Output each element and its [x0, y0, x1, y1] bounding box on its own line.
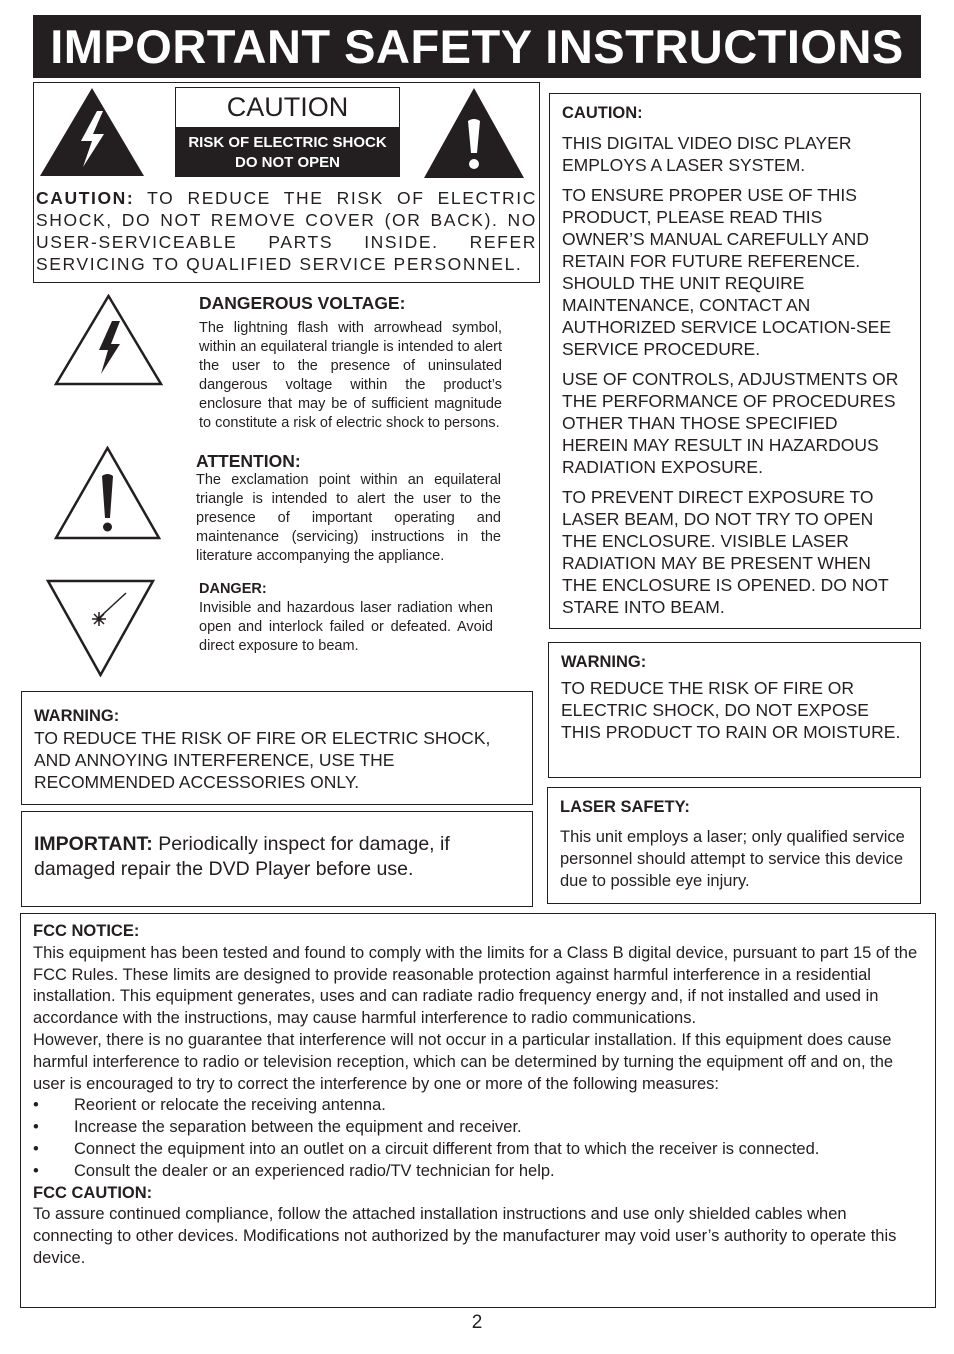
- danger-text: Invisible and hazardous laser radiation when open and interlock failed or defeated. Avoid direct exposure to beam.: [199, 600, 493, 654]
- laser-caution-p2: TO ENSURE PROPER USE OF THIS PRODUCT, PLEASE READ THIS OWNER’S MANUAL CAREFULLY AND RETAIN FOR FUTURE REFERENCE. SHOULD THE UNIT REQUIRE MAINTENANCE, CONTACT AN AUTHORIZED SERVICE LOCATION-SEE SERVICE PROCEDURE.: [562, 185, 891, 359]
- caution-paragraph: [36, 187, 537, 275]
- list-item: [33, 1139, 923, 1161]
- fcc-notice-box: [20, 913, 936, 1308]
- caution-text-last: SERVICING TO QUALIFIED SERVICE PERSONNEL.: [36, 254, 523, 274]
- voltage-title: DANGEROUS VOLTAGE:: [199, 293, 406, 313]
- shock-warning-line2: DO NOT OPEN: [234, 154, 340, 171]
- important-notice-box: [21, 811, 533, 907]
- caution-label: CAUTION: [175, 87, 400, 128]
- moisture-warning-text: TO REDUCE THE RISK OF FIRE OR ELECTRIC SHOCK, DO NOT EXPOSE THIS PRODUCT TO RAIN OR MOISTURE.: [561, 678, 901, 742]
- laser-caution-box: [549, 93, 921, 629]
- important-text: Periodically inspect for damage, if damaged repair the DVD Player before use.: [34, 833, 450, 880]
- exclamation-triangle-outline-icon: [54, 446, 161, 540]
- laser-caution-heading: CAUTION:: [562, 104, 643, 122]
- danger-symbol-info: [199, 580, 493, 656]
- bullet-marker: •: [33, 1118, 39, 1137]
- caution-lead: CAUTION:: [36, 188, 135, 208]
- fcc-paragraph-1: This equipment has been tested and found to comply with the limits for a Class B digital device, pursuant to part 15 of the FCC Rules. These limits are designed to provide reasonable protection against harmful interference in a residential installation. This equipment generates, uses and can radiate radio frequency energy and, if not installed and used in accordance with the instructions, may cause harmful interference to radio communications.: [33, 943, 918, 1028]
- laser-triangle-icon: [46, 579, 155, 677]
- laser-safety-text: This unit employs a laser; only qualified service personnel should attempt to service this device due to possible eye injury.: [560, 828, 905, 890]
- fcc-notice-heading: FCC NOTICE:: [33, 922, 140, 940]
- voltage-symbol-info: [199, 293, 502, 433]
- attention-title: ATTENTION:: [196, 451, 301, 471]
- fcc-measure: Increase the separation between the equipment and receiver.: [74, 1118, 522, 1137]
- bullet-marker: •: [33, 1161, 39, 1180]
- laser-caution-p3: USE OF CONTROLS, ADJUSTMENTS OR THE PERFORMANCE OF PROCEDURES OTHER THAN THOSE SPECIFIED HEREIN MAY RESULT IN HAZARDOUS RADIATION EXPOSURE.: [562, 369, 899, 477]
- attention-text: The exclamation point within an equilateral triangle is intended to alert the user to the presence of important operating and maintenance (servicing) instructions in the literature accompanying the appliance.: [196, 472, 501, 564]
- fcc-measure: Connect the equipment into an outlet on a circuit different from that to which the receiver is connected.: [74, 1139, 820, 1158]
- lightning-triangle-icon: [39, 87, 145, 177]
- moisture-warning-box: [548, 642, 921, 778]
- caution-text: TO REDUCE THE RISK OF ELECTRIC SHOCK, DO NOT REMOVE COVER (OR BACK). NO USER-SERVICEABLE PARTS INSIDE. REFER: [36, 188, 537, 252]
- exclamation-triangle-icon: [423, 87, 525, 179]
- bullet-marker: •: [33, 1139, 39, 1158]
- laser-safety-heading: LASER SAFETY:: [560, 798, 690, 816]
- page-number: 2: [471, 1312, 483, 1333]
- lightning-triangle-outline-icon: [54, 294, 163, 386]
- fcc-measure: Reorient or relocate the receiving antenna.: [74, 1096, 386, 1115]
- attention-symbol-info: [196, 451, 501, 566]
- shock-warning-label: [175, 128, 400, 177]
- fcc-caution-heading: FCC CAUTION:: [33, 1183, 153, 1202]
- moisture-warning-heading: WARNING:: [561, 653, 647, 671]
- accessories-warning-text: TO REDUCE THE RISK OF FIRE OR ELECTRIC SHOCK, AND ANNOYING INTERFERENCE, USE THE RECOMMENDED ACCESSORIES ONLY.: [34, 728, 491, 792]
- shock-warning-line1: RISK OF ELECTRIC SHOCK: [188, 134, 387, 151]
- accessories-warning-heading: WARNING:: [34, 707, 120, 725]
- danger-title: DANGER:: [199, 581, 267, 597]
- list-item: [33, 1117, 923, 1139]
- voltage-text: The lightning flash with arrowhead symbol, within an equilateral triangle is intended to alert the user to the presence of uninsulated dangerous voltage within the product’s enclosure that may be of sufficient magnitude to constitute a risk of electric shock to persons.: [199, 320, 502, 431]
- page-title: IMPORTANT SAFETY INSTRUCTIONS: [33, 15, 921, 78]
- laser-caution-p1: THIS DIGITAL VIDEO DISC PLAYER EMPLOYS A LASER SYSTEM.: [562, 133, 852, 175]
- fcc-measure: Consult the dealer or an experienced radio/TV technician for help.: [74, 1161, 555, 1180]
- accessories-warning-box: [21, 691, 533, 805]
- list-item: [33, 1095, 923, 1117]
- important-lead: IMPORTANT:: [34, 833, 153, 855]
- bullet-marker: •: [33, 1096, 39, 1115]
- laser-safety-box: [547, 787, 921, 904]
- fcc-caution-text: To assure continued compliance, follow the attached installation instructions and use only shielded cables when connecting to other devices. Modifications not authorized by the manufacturer may void user’s authority to operate this device.: [33, 1205, 897, 1267]
- fcc-paragraph-2: However, there is no guarantee that interference will not occur in a particular installation. If this equipment does cause harmful interference to radio or television reception, which can be determined by turning the equipment off and on, the user is encouraged to try to correct the interference by one or more of the following measures:: [33, 1030, 894, 1093]
- laser-caution-p4: TO PREVENT DIRECT EXPOSURE TO LASER BEAM, DO NOT TRY TO OPEN THE ENCLOSURE. VISIBLE LASER RADIATION MAY BE PRESENT WHEN THE ENCLOSURE IS OPENED. DO NOT STARE INTO BEAM.: [562, 487, 889, 617]
- list-item: [33, 1161, 923, 1183]
